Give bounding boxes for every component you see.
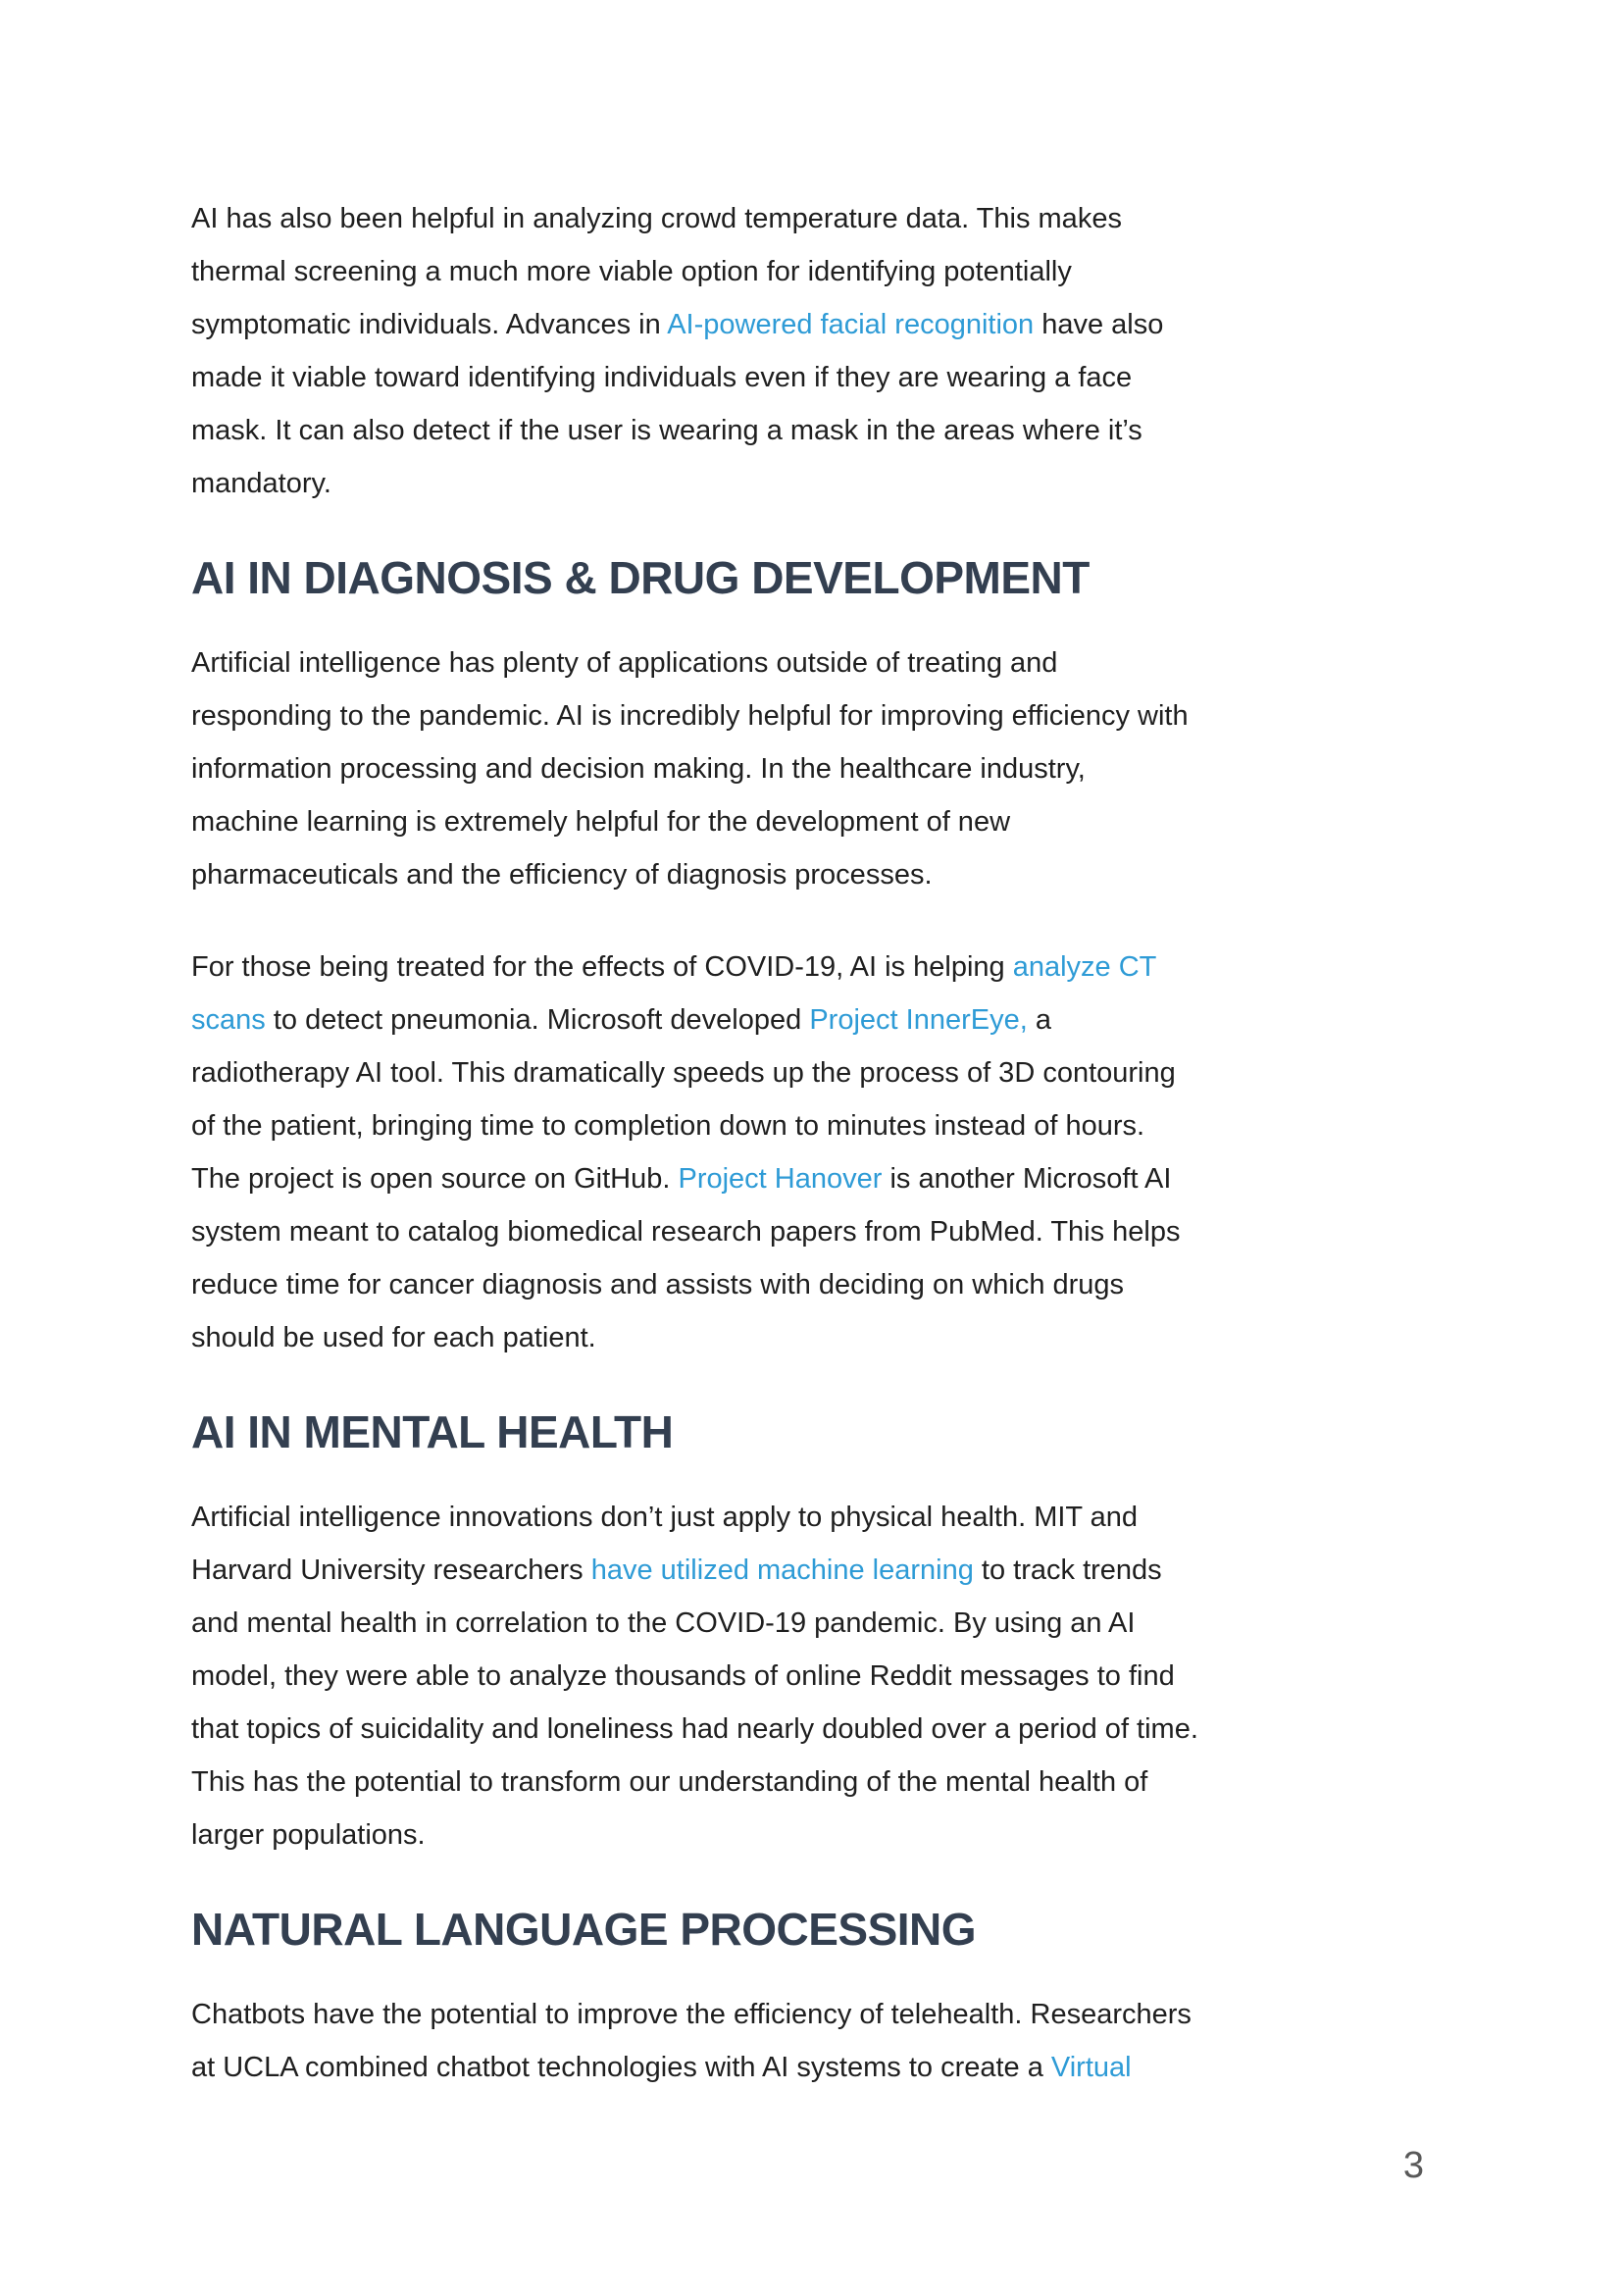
text-run: that topics of suicidality and loneliness had nearly doubled over a period of time.	[191, 1713, 1198, 1745]
text-line	[191, 1544, 1433, 1597]
text-line	[191, 941, 1433, 994]
text-run: The project is open source on GitHub.	[191, 1163, 679, 1195]
text-run: should be used for each patient.	[191, 1322, 596, 1353]
text-line	[191, 1650, 1433, 1703]
section-heading: NATURAL LANGUAGE PROCESSING	[191, 1904, 977, 1955]
text-run: information processing and decision making. In the healthcare industry,	[191, 753, 1086, 785]
text-line	[191, 1703, 1433, 1756]
text-run: to detect pneumonia. Microsoft developed	[265, 1004, 810, 1036]
text-run: pharmaceuticals and the efficiency of diagnosis processes.	[191, 859, 933, 891]
paragraph	[191, 637, 1433, 901]
section-heading: AI IN DIAGNOSIS & DRUG DEVELOPMENT	[191, 552, 1090, 603]
text-run: system meant to catalog biomedical research papers from PubMed. This helps	[191, 1216, 1181, 1248]
text-line	[191, 298, 1433, 351]
text-run: of the patient, bringing time to completion down to minutes instead of hours.	[191, 1110, 1145, 1142]
text-line	[191, 1311, 1433, 1364]
text-line	[191, 1046, 1433, 1099]
section-heading: AI IN MENTAL HEALTH	[191, 1406, 674, 1457]
text-line	[191, 637, 1433, 689]
link-have-utilized-machine-learning[interactable]: have utilized machine learning	[590, 1555, 974, 1586]
text-line	[191, 1597, 1433, 1650]
text-run: responding to the pandemic. AI is incredibly helpful for improving efficiency with	[191, 700, 1189, 732]
text-line	[191, 2041, 1433, 2094]
text-line	[191, 192, 1433, 245]
text-line	[191, 1756, 1433, 1809]
text-run: made it viable toward identifying individuals even if they are wearing a face	[191, 362, 1133, 393]
link-ai-powered-facial-recognition[interactable]: AI-powered facial recognition	[667, 309, 1035, 340]
text-run: Harvard University researchers	[191, 1555, 591, 1586]
text-line	[191, 689, 1433, 742]
paragraph	[191, 1988, 1433, 2094]
text-line	[191, 994, 1433, 1046]
text-line	[191, 1988, 1433, 2041]
text-run: Artificial intelligence has plenty of applications outside of treating and	[191, 647, 1058, 679]
text-run: radiotherapy AI tool. This dramatically speeds up the process of 3D contouring	[191, 1057, 1176, 1089]
text-line	[191, 404, 1433, 457]
text-run: Chatbots have the potential to improve the efficiency of telehealth. Researchers	[191, 1999, 1192, 2030]
text-run: larger populations.	[191, 1819, 426, 1851]
text-line	[191, 742, 1433, 795]
text-run: and mental health in correlation to the COVID-19 pandemic. By using an AI	[191, 1607, 1136, 1639]
text-run: have also	[1034, 309, 1164, 340]
text-run: at UCLA combined chatbot technologies with AI systems to create a	[191, 2052, 1051, 2083]
text-run: mandatory.	[191, 468, 331, 499]
text-run: mask. It can also detect if the user is wearing a mask in the areas where it’s	[191, 415, 1142, 446]
text-run: a	[1027, 1004, 1051, 1036]
text-run: machine learning is extremely helpful for the development of new	[191, 806, 1011, 838]
text-run: Artificial intelligence innovations don’t just apply to physical health. MIT and	[191, 1502, 1139, 1533]
text-run: model, they were able to analyze thousands of online Reddit messages to find	[191, 1660, 1175, 1692]
paragraph	[191, 941, 1433, 1364]
text-line	[191, 1258, 1433, 1311]
text-line	[191, 457, 1433, 510]
text-line	[191, 1491, 1433, 1544]
text-line	[191, 245, 1433, 298]
text-run: This has the potential to transform our understanding of the mental health of	[191, 1766, 1148, 1798]
page-number: 3	[1402, 2145, 1424, 2186]
paragraph	[191, 192, 1433, 510]
text-run: reduce time for cancer diagnosis and assists with deciding on which drugs	[191, 1269, 1125, 1300]
text-run: AI has also been helpful in analyzing crowd temperature data. This makes	[191, 203, 1122, 234]
text-line	[191, 795, 1433, 848]
document-content	[191, 192, 1433, 2133]
paragraph	[191, 1491, 1433, 1861]
text-run: thermal screening a much more viable option for identifying potentially	[191, 256, 1072, 287]
text-line	[191, 351, 1433, 404]
text-line	[191, 1205, 1433, 1258]
link-analyze-ct[interactable]: analyze CT	[1012, 951, 1157, 983]
text-run: For those being treated for the effects of COVID-19, AI is helping	[191, 951, 1013, 983]
text-line	[191, 1809, 1433, 1861]
link-scans[interactable]: scans	[191, 1004, 266, 1036]
text-run: symptomatic individuals. Advances in	[191, 309, 668, 340]
link-virtual[interactable]: Virtual	[1050, 2052, 1132, 2083]
text-run: to track trends	[973, 1555, 1162, 1586]
text-line	[191, 848, 1433, 901]
text-line	[191, 1099, 1433, 1152]
link-project-innereye[interactable]: Project InnerEye,	[809, 1004, 1028, 1036]
text-line	[191, 1152, 1433, 1205]
link-project-hanover[interactable]: Project Hanover	[678, 1163, 883, 1195]
text-run: is another Microsoft AI	[882, 1163, 1172, 1195]
